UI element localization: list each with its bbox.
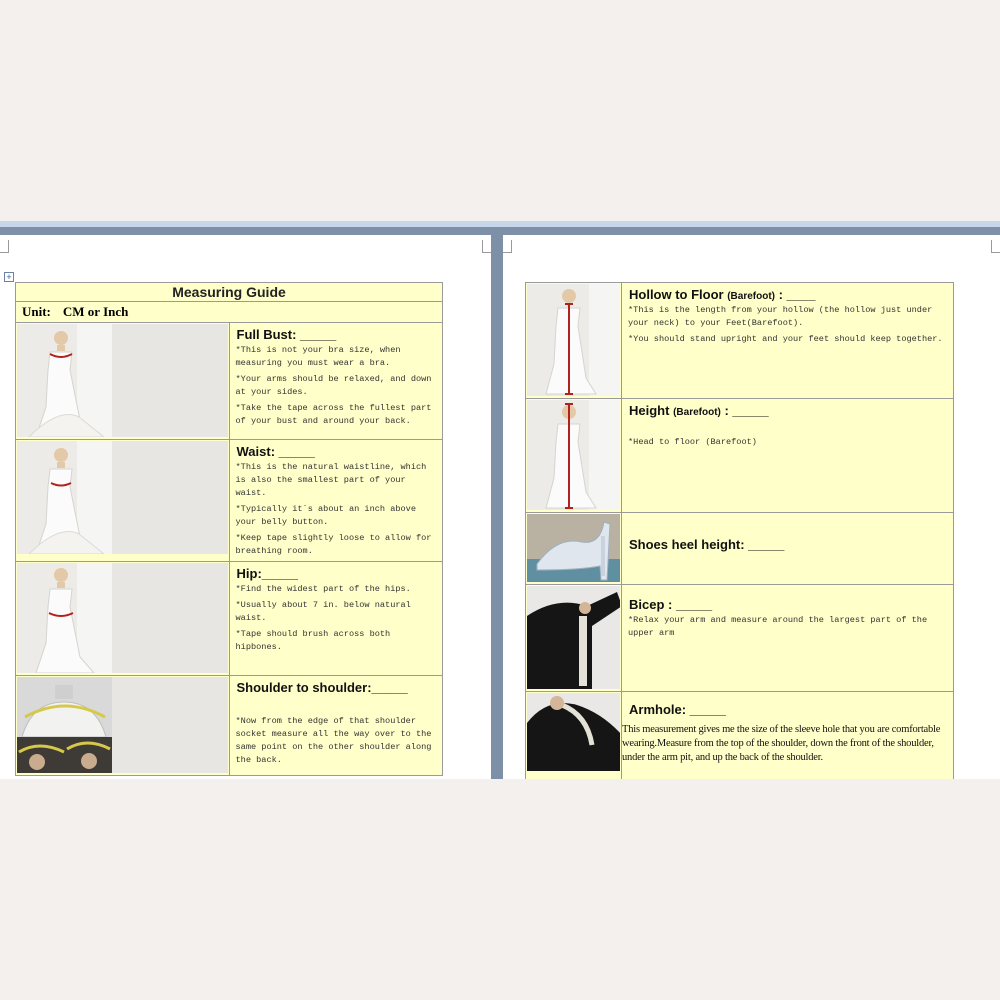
- heading-sub: (Barefoot): [727, 291, 775, 302]
- image-cell: [526, 585, 622, 692]
- table-row: [526, 585, 954, 692]
- heading-blank: : ____: [775, 287, 816, 302]
- heading-sub: (Barefoot): [673, 407, 721, 418]
- title-cell: [16, 283, 443, 302]
- row-heading: [629, 403, 953, 418]
- image-cell: [526, 399, 622, 513]
- row-heading: Full Bust: _____: [236, 327, 337, 342]
- hollow-to-floor-photo: [527, 284, 620, 396]
- row-note: *Usually about 7 in. below natural waist.: [235, 600, 411, 623]
- table-row: [526, 283, 954, 399]
- text-cell: [622, 692, 954, 780]
- heading-text: Height: [629, 403, 670, 418]
- row-note: *Find the widest part of the hips.: [235, 584, 411, 594]
- row-heading: Waist: _____: [236, 444, 315, 459]
- armhole-photo: [527, 693, 620, 771]
- page-corner-mark: [482, 240, 491, 253]
- row-note: *This is the natural waistline, which is also the smallest part of your waist.: [235, 462, 427, 498]
- row-note: *You should stand upright and your feet should keep together.: [628, 334, 943, 344]
- table-row: [526, 513, 954, 585]
- text-cell: [622, 283, 954, 399]
- row-note: *This is not your bra size, when measuring you must wear a bra.: [235, 345, 401, 368]
- row-note: *Now from the edge of that shoulder socket measure all the way over to the same point on the other shoulder along the back.: [235, 716, 432, 765]
- bride-hip-photo: [17, 563, 228, 673]
- text-cell: [229, 440, 443, 562]
- table-row: [526, 399, 954, 513]
- row-heading: Hip:_____: [236, 566, 298, 581]
- page-corner-mark: [0, 240, 9, 253]
- image-cell: [16, 562, 230, 676]
- row-heading: Shoulder to shoulder:_____: [236, 680, 408, 695]
- text-cell: [229, 562, 443, 676]
- row-note: *Take the tape across the fullest part of your bust and around your back.: [235, 403, 432, 426]
- bicep-photo: [527, 586, 620, 689]
- row-note: *Keep tape slightly loose to allow for breathing room.: [235, 533, 432, 556]
- height-photo: [527, 400, 620, 510]
- row-note: *Head to floor (Barefoot): [628, 437, 757, 447]
- document-page-left: [0, 235, 491, 779]
- measuring-guide-table: [15, 282, 443, 776]
- row-paragraph: This measurement gives me the size of the sleeve hole that you are comfortable wearing.Measure from the top of the shoulder, down the front of the shoulder, under the arm pit, and up the back of the shoulder.: [622, 724, 941, 763]
- image-cell: [16, 440, 230, 562]
- unit-cell: [16, 302, 443, 323]
- bride-bust-photo: [17, 324, 228, 437]
- row-heading: Armhole: _____: [629, 702, 726, 717]
- unit-label: Unit:: [22, 304, 51, 319]
- image-cell: [526, 513, 622, 585]
- bride-waist-photo: [17, 441, 228, 554]
- text-cell: [622, 399, 954, 513]
- text-cell: [229, 676, 443, 776]
- table-move-handle-icon[interactable]: +: [4, 272, 14, 282]
- unit-value: CM or Inch: [62, 304, 129, 319]
- row-note: *Typically it´s about an inch above your belly button.: [235, 504, 416, 527]
- page-corner-mark: [503, 240, 512, 253]
- row-note: *Your arms should be relaxed, and down at your sides.: [235, 374, 432, 397]
- row-note: *This is the length from your hollow (the hollow just under your neck) to your Feet(Barefoot).: [628, 305, 933, 328]
- heel-shoes-photo: [527, 514, 620, 582]
- table-row: [16, 676, 443, 776]
- text-cell: [622, 585, 954, 692]
- measuring-guide-table-continued: [525, 282, 954, 779]
- row-heading: Shoes heel height: _____: [629, 537, 785, 552]
- document-view: [0, 221, 1000, 779]
- row-note: *Relax your arm and measure around the largest part of the upper arm: [628, 615, 928, 638]
- image-cell: [526, 283, 622, 399]
- image-cell: [526, 692, 622, 780]
- row-heading: [629, 287, 953, 302]
- image-cell: [16, 676, 230, 776]
- table-row: [16, 323, 443, 440]
- text-cell: [622, 513, 954, 585]
- table-row: [16, 562, 443, 676]
- heading-blank: : _____: [720, 403, 769, 418]
- row-note: *Tape should brush across both hipbones.: [235, 629, 391, 652]
- document-page-right: [503, 235, 1000, 779]
- text-cell: [229, 323, 443, 440]
- guide-title: Measuring Guide: [172, 284, 286, 300]
- table-row: [16, 440, 443, 562]
- table-row: [526, 692, 954, 780]
- shoulder-measure-photo: [17, 677, 228, 773]
- page-corner-mark: [991, 240, 1000, 253]
- heading-text: Hollow to Floor: [629, 287, 724, 302]
- row-heading: Bicep : _____: [629, 597, 713, 612]
- image-cell: [16, 323, 230, 440]
